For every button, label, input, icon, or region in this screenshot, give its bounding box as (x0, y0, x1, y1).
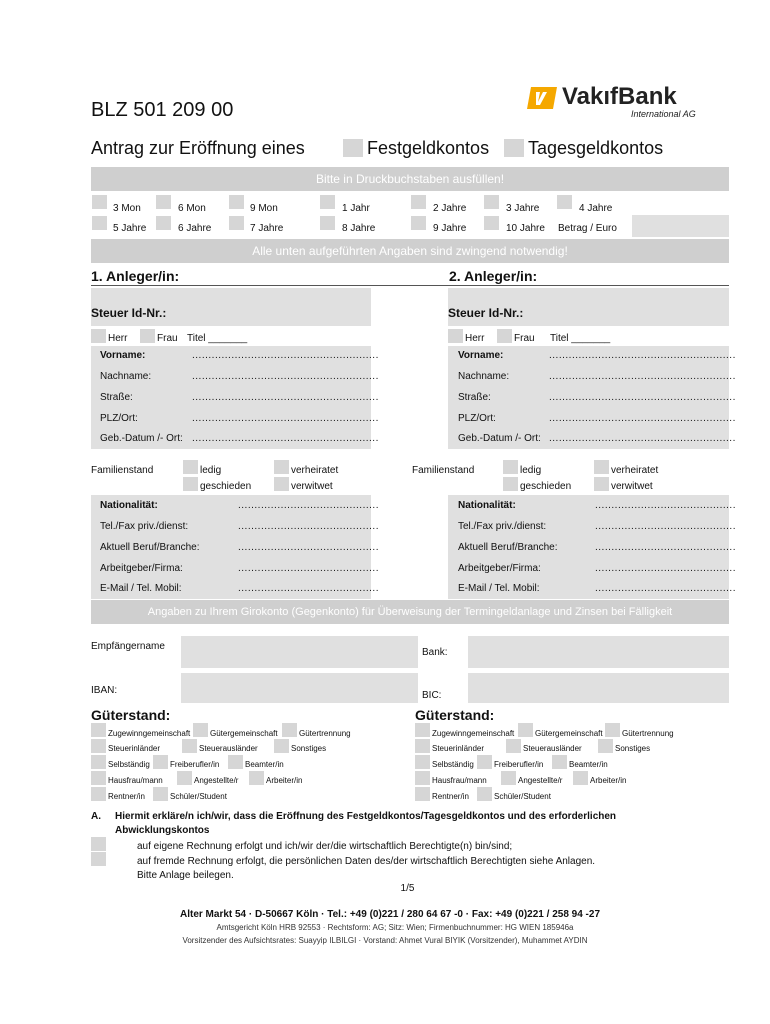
gueter-label: Rentner/in (108, 792, 145, 801)
bank-label: Bank: (422, 647, 448, 658)
verheiratet-label: verheiratet (291, 465, 339, 476)
geschieden-label: geschieden (200, 481, 252, 492)
herr-label: Herr (108, 333, 128, 344)
verwitwet-label-2: verwitwet (611, 481, 653, 492)
own-account-label: auf eigene Rechnung erfolgt und ich/wir der/die wirtschaftlich Berechtigte(n) bin/sind; (137, 841, 513, 852)
term-label: 8 Jahre (342, 223, 376, 234)
gueter-checkbox-2[interactable] (415, 723, 430, 737)
frau-label-2: Frau (514, 333, 535, 344)
heading-rule (91, 285, 729, 286)
blz-heading: BLZ 501 209 00 (91, 99, 234, 121)
term-label: 7 Jahre (250, 223, 284, 234)
gueter-checkbox[interactable] (249, 771, 264, 785)
tagesgeld-label: Tagesgeldkontos (528, 138, 664, 158)
term-label: 5 Jahre (113, 223, 147, 234)
gueter-checkbox-2[interactable] (477, 755, 492, 769)
gueter-label-2: Zugewinngemeinschaft (432, 729, 515, 738)
term-checkbox[interactable] (320, 195, 335, 209)
gueter-label: Steuerausländer (199, 744, 258, 753)
term-label: 9 Jahre (433, 223, 467, 234)
strasse-field-2[interactable]: ......................................................... (549, 392, 736, 403)
gueter-checkbox[interactable] (228, 755, 243, 769)
gueter-label: Gütertrennung (299, 729, 351, 738)
gueter-label-2: Gütergemeinschaft (535, 729, 603, 738)
term-label: 3 Mon (113, 203, 141, 214)
gueter-checkbox[interactable] (182, 739, 197, 753)
term-label: 9 Mon (250, 203, 278, 214)
gueter-checkbox[interactable] (91, 755, 106, 769)
third-party-label: auf fremde Rechnung erfolgt, die persönlichen Daten des/der wirtschaftlich Berechtigten siehe Anlagen. (137, 856, 596, 867)
gueterstand-heading-2: Güterstand: (415, 707, 495, 723)
amount-input[interactable] (632, 215, 729, 237)
recipient-label: Empfängername (91, 641, 165, 652)
employer-label-2: Arbeitgeber/Firma: (458, 563, 541, 574)
gueter-label-2: Sonstiges (615, 744, 651, 753)
applicant1-heading: 1. Anleger/in: (91, 268, 180, 284)
declaration-text: Hiermit erkläre/n ich/wir, dass die Eröffnung des Festgeldkontos/Tagesgeldkontos und des erforderlichen (115, 811, 617, 822)
phone-field-2[interactable]: ........................................... (595, 521, 736, 532)
gueter-checkbox-2[interactable] (573, 771, 588, 785)
declaration-text-2: Abwicklungskontos (115, 825, 210, 836)
ledig-checkbox-2[interactable] (503, 460, 518, 474)
phone-label: Tel./Fax priv./dienst: (100, 521, 189, 532)
gueter-label-2: Hausfrau/mann (432, 776, 487, 785)
term-label: 1 Jahr (342, 203, 370, 214)
nachname-field[interactable]: ......................................................... (192, 371, 379, 382)
gueter-checkbox-2[interactable] (415, 755, 430, 769)
festgeld-label: Festgeldkontos (367, 138, 490, 158)
taxid-label: Steuer Id-Nr.: (91, 306, 167, 320)
gueter-label: Angestellte/r (194, 776, 239, 785)
verwitwet-checkbox[interactable] (274, 477, 289, 491)
job-field[interactable]: ........................................... (238, 542, 379, 553)
plz-label-2: PLZ/Ort: (458, 413, 496, 424)
gueter-label-2: Schüler/Student (494, 792, 551, 801)
required-info-bar: Alle unten aufgeführten Angaben sind zwingend notwendig! (91, 239, 729, 263)
vorname-label-2: Vorname: (458, 350, 504, 361)
gueter-checkbox[interactable] (153, 787, 168, 801)
gueter-checkbox-2[interactable] (415, 771, 430, 785)
term-checkbox[interactable] (229, 195, 244, 209)
gueter-label-2: Beamter/in (569, 760, 608, 769)
nationality-label-2: Nationalität: (458, 500, 516, 511)
birth-label-2: Geb.-Datum /- Ort: (458, 433, 541, 444)
plz-field[interactable]: ......................................................... (192, 413, 379, 424)
verwitwet-checkbox-2[interactable] (594, 477, 609, 491)
term-label: 4 Jahre (579, 203, 613, 214)
term-checkbox[interactable] (156, 195, 171, 209)
print-instruction-bar: Bitte in Druckbuchstaben ausfüllen! (91, 167, 729, 191)
nachname-label: Nachname: (100, 371, 152, 382)
giro-info-bar: Angaben zu Ihrem Girokonto (Gegenkonto) für Überweisung der Termingeldanlage und Zinsen bei Fälligkeit (91, 600, 729, 624)
herr-checkbox-2[interactable] (448, 329, 463, 343)
term-label: 2 Jahre (433, 203, 467, 214)
phone-label-2: Tel./Fax priv./dienst: (458, 521, 547, 532)
family-label-2: Familienstand (412, 465, 475, 476)
gueter-label: Sonstiges (291, 744, 327, 753)
phone-field[interactable]: ........................................... (238, 521, 379, 532)
gueter-label-2: Gütertrennung (622, 729, 674, 738)
gueter-checkbox[interactable] (91, 723, 106, 737)
page-number: 1/5 (400, 883, 415, 894)
term-checkbox[interactable] (156, 216, 171, 230)
logo-subtext: International AG (631, 109, 696, 119)
tagesgeld-checkbox[interactable] (504, 139, 524, 157)
gueterstand-heading: Güterstand: (91, 707, 171, 723)
gueter-checkbox[interactable] (91, 771, 106, 785)
titel-label-2: Titel _______ (550, 333, 611, 344)
gueter-label-2: Steuerausländer (523, 744, 582, 753)
gueter-label: Freiberufler/in (170, 760, 220, 769)
footer-legal-2: Vorsitzender des Aufsichtsrates: Suayyip ILBILGI · Vorstand: Ahmet Vural BIYIK (Vorsitzender), Muhammet AYDIN (182, 936, 588, 945)
gueter-label: Arbeiter/in (266, 776, 303, 785)
strasse-label: Straße: (100, 392, 133, 403)
gueter-checkbox-2[interactable] (598, 739, 613, 753)
nachname-label-2: Nachname: (458, 371, 510, 382)
gueter-label-2: Arbeiter/in (590, 776, 627, 785)
vorname-label: Vorname: (100, 350, 146, 361)
bic-input[interactable] (468, 673, 729, 703)
gueter-checkbox-2[interactable] (415, 739, 430, 753)
gueter-label-2: Selbständig (432, 760, 474, 769)
footer-legal-1: Amtsgericht Köln HRB 92553 · Rechtsform: AG; Sitz: Wien; Firmenbuchnummer: HG WIEN 185946a (216, 923, 574, 932)
gueter-checkbox[interactable] (91, 787, 106, 801)
vorname-field-2[interactable]: ......................................................... (549, 350, 736, 361)
term-checkbox[interactable] (557, 195, 572, 209)
iban-label: IBAN: (91, 685, 118, 696)
gueter-checkbox[interactable] (153, 755, 168, 769)
third-party-checkbox[interactable] (91, 852, 106, 866)
bic-label: BIC: (422, 690, 442, 701)
plz-field-2[interactable]: ......................................................... (549, 413, 736, 424)
term-label: 6 Mon (178, 203, 206, 214)
gueter-checkbox-2[interactable] (552, 755, 567, 769)
verheiratet-label-2: verheiratet (611, 465, 659, 476)
amount-label: Betrag / Euro (558, 223, 617, 234)
gueter-checkbox[interactable] (177, 771, 192, 785)
frau-checkbox-2[interactable] (497, 329, 512, 343)
birth-label: Geb.-Datum /- Ort: (100, 433, 183, 444)
gueter-checkbox-2[interactable] (477, 787, 492, 801)
herr-checkbox[interactable] (91, 329, 106, 343)
email-field[interactable]: ........................................... (238, 583, 379, 594)
festgeld-checkbox[interactable] (343, 139, 363, 157)
geschieden-checkbox[interactable] (183, 477, 198, 491)
recipient-input[interactable] (181, 636, 418, 668)
term-checkbox[interactable] (411, 216, 426, 230)
ledig-label-2: ledig (520, 465, 542, 476)
gueter-checkbox[interactable] (282, 723, 297, 737)
ledig-checkbox[interactable] (183, 460, 198, 474)
term-label: 10 Jahre (506, 223, 545, 234)
gueter-label: Steuerinländer (108, 744, 161, 753)
gueter-checkbox-2[interactable] (605, 723, 620, 737)
gueter-label: Beamter/in (245, 760, 284, 769)
strasse-label-2: Straße: (458, 392, 491, 403)
gueter-label: Selbständig (108, 760, 150, 769)
nationality-label: Nationalität: (100, 500, 158, 511)
gueter-checkbox-2[interactable] (518, 723, 533, 737)
employer-label: Arbeitgeber/Firma: (100, 563, 183, 574)
employer-field-2[interactable]: ........................................... (595, 563, 736, 574)
gueter-label-2: Freiberufler/in (494, 760, 544, 769)
gueter-label: Hausfrau/mann (108, 776, 163, 785)
term-label: 6 Jahre (178, 223, 212, 234)
form-title: Antrag zur Eröffnung eines (91, 138, 305, 158)
vorname-field[interactable]: ......................................................... (192, 350, 379, 361)
family-label: Familienstand (91, 465, 154, 476)
job-label: Aktuell Beruf/Branche: (100, 542, 200, 553)
employer-field[interactable]: ........................................... (238, 563, 379, 574)
email-label: E-Mail / Tel. Mobil: (100, 583, 182, 594)
term-checkbox[interactable] (484, 195, 499, 209)
taxid-label-2: Steuer Id-Nr.: (448, 306, 524, 320)
logo-mark-icon (527, 87, 557, 109)
nationality-field[interactable]: ........................................... (238, 500, 379, 511)
third-party-label-2: Bitte Anlage beilegen. (137, 870, 234, 881)
verheiratet-checkbox[interactable] (274, 460, 289, 474)
term-checkbox[interactable] (411, 195, 426, 209)
frau-checkbox[interactable] (140, 329, 155, 343)
gueter-checkbox[interactable] (193, 723, 208, 737)
nachname-field-2[interactable]: ......................................................... (549, 371, 736, 382)
declaration-letter: A. (91, 811, 101, 822)
nationality-field-2[interactable]: ........................................... (595, 500, 736, 511)
term-checkbox[interactable] (484, 216, 499, 230)
job-field-2[interactable]: ........................................... (595, 542, 736, 553)
email-field-2[interactable]: ........................................... (595, 583, 736, 594)
strasse-field[interactable]: ......................................................... (192, 392, 379, 403)
ledig-label: ledig (200, 465, 222, 476)
verwitwet-label: verwitwet (291, 481, 333, 492)
email-label-2: E-Mail / Tel. Mobil: (458, 583, 540, 594)
gueter-label: Zugewinngemeinschaft (108, 729, 191, 738)
birth-field[interactable]: ......................................................... (192, 433, 379, 444)
own-account-checkbox[interactable] (91, 837, 106, 851)
gueter-label-2: Angestellte/r (518, 776, 563, 785)
plz-label: PLZ/Ort: (100, 413, 138, 424)
gueter-checkbox[interactable] (91, 739, 106, 753)
term-checkbox[interactable] (92, 216, 107, 230)
bank-input[interactable] (468, 636, 729, 668)
herr-label-2: Herr (465, 333, 485, 344)
gueter-checkbox-2[interactable] (506, 739, 521, 753)
gueter-label: Gütergemeinschaft (210, 729, 278, 738)
gueter-checkbox[interactable] (274, 739, 289, 753)
iban-input[interactable] (181, 673, 418, 703)
logo-text: VakıfBank (562, 83, 677, 110)
applicant2-heading: 2. Anleger/in: (449, 268, 538, 284)
geschieden-label-2: geschieden (520, 481, 572, 492)
verheiratet-checkbox-2[interactable] (594, 460, 609, 474)
footer-address: Alter Markt 54 · D-50667 Köln · Tel.: +49 (0)221 / 280 64 67 -0 · Fax: +49 (0)221 / 258 94 -27 (179, 909, 601, 920)
term-checkbox[interactable] (92, 195, 107, 209)
gueter-label-2: Steuerinländer (432, 744, 485, 753)
gueter-label-2: Rentner/in (432, 792, 469, 801)
gueter-checkbox-2[interactable] (501, 771, 516, 785)
birth-field-2[interactable]: ......................................................... (549, 433, 736, 444)
term-checkbox[interactable] (320, 216, 335, 230)
bank-logo (527, 85, 707, 121)
job-label-2: Aktuell Beruf/Branche: (458, 542, 558, 553)
geschieden-checkbox-2[interactable] (503, 477, 518, 491)
gueter-checkbox-2[interactable] (415, 787, 430, 801)
frau-label: Frau (157, 333, 178, 344)
term-checkbox[interactable] (229, 216, 244, 230)
term-label: 3 Jahre (506, 203, 540, 214)
gueter-label: Schüler/Student (170, 792, 227, 801)
titel-label: Titel _______ (187, 333, 248, 344)
